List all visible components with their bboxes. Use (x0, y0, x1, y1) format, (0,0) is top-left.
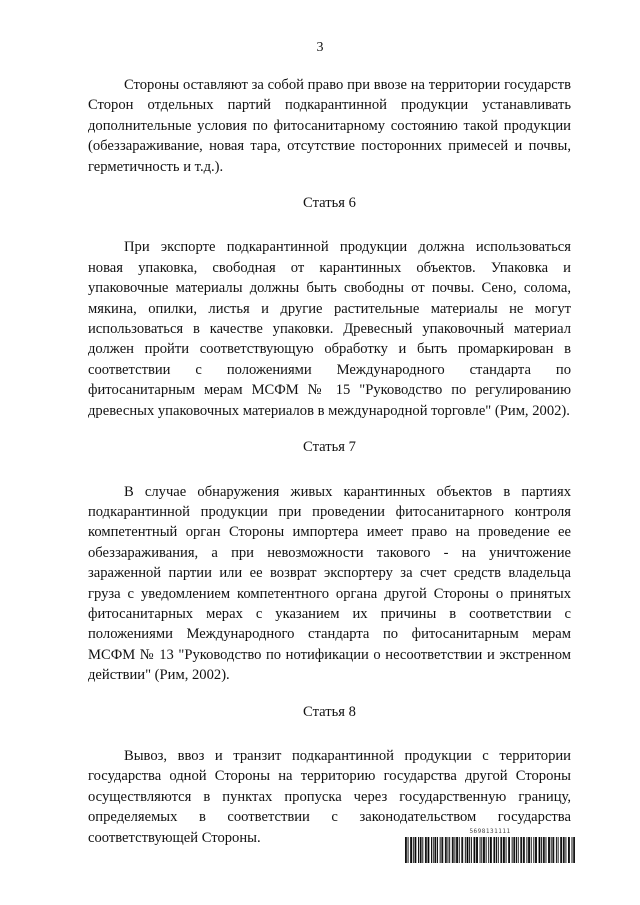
page-number: 3 (316, 40, 324, 55)
article-8-text: Вывоз, ввоз и транзит подкарантинной продукции с территории государства одной Стороны на территорию государства другой Стороны осуществляются в пунктах пропуска через государственную границу, определяемых в соответствии с законодательством государства соответствующей Стороны. (88, 747, 571, 846)
barcode-image (405, 837, 575, 863)
barcode-block (405, 828, 575, 863)
article-6-heading: Статья 6 (303, 195, 356, 212)
article-7-text: В случае обнаружения живых карантинных объектов в партиях подкарантинной продукции при проведении фитосанитарного контроля компетентный орган Стороны импортера имеет право на проведение ее обеззараживания, а при невозможности такового - на уничтожение зараженной партии или ее возврат экспортеру за счет средств владельца груза с уведомлением компетентного органа другой Стороны о принятых фитосанитарных мерах с указанием их причины в соответствии с положениями Международного стандарта по фитосанитарным мерам МСФМ № 13 "Руководство по нотификации о несоответствии и экстренном действии" (Рим, 2002). (88, 483, 571, 684)
document-body (88, 75, 571, 848)
paragraph-intro: Стороны оставляют за собой право при ввозе на территории государств Сторон отдельных партий подкарантинной продукции устанавливать дополнительные условия по фитосанитарному состоянию такой продукции (обеззараживание, новая тара, отсутствие посторонних примесей и почвы, герметичность и т.д.). (88, 77, 571, 175)
barcode-caption: 5698131111 (469, 828, 511, 835)
article-7-heading: Статья 7 (303, 439, 356, 456)
article-8-heading: Статья 8 (303, 703, 356, 720)
article-6-text: При экспорте подкарантинной продукции должна использоваться новая упаковка, свободная от карантинных объектов. Упаковка и упаковочные материалы должны быть свободны от почвы. Сено, солома, мякина, опилки, листья и другие растительные материалы не могут использоваться в качестве упаковки. Древесный упаковочный материал должен пройти соответствующую обработку и быть промаркирован в соответствии с положениями Международного стандарта по фитосанитарным мерам МСФМ № 15 "Руководство по регулированию древесных упаковочных материалов в международной торговле" (Рим, 2002). (88, 239, 571, 419)
